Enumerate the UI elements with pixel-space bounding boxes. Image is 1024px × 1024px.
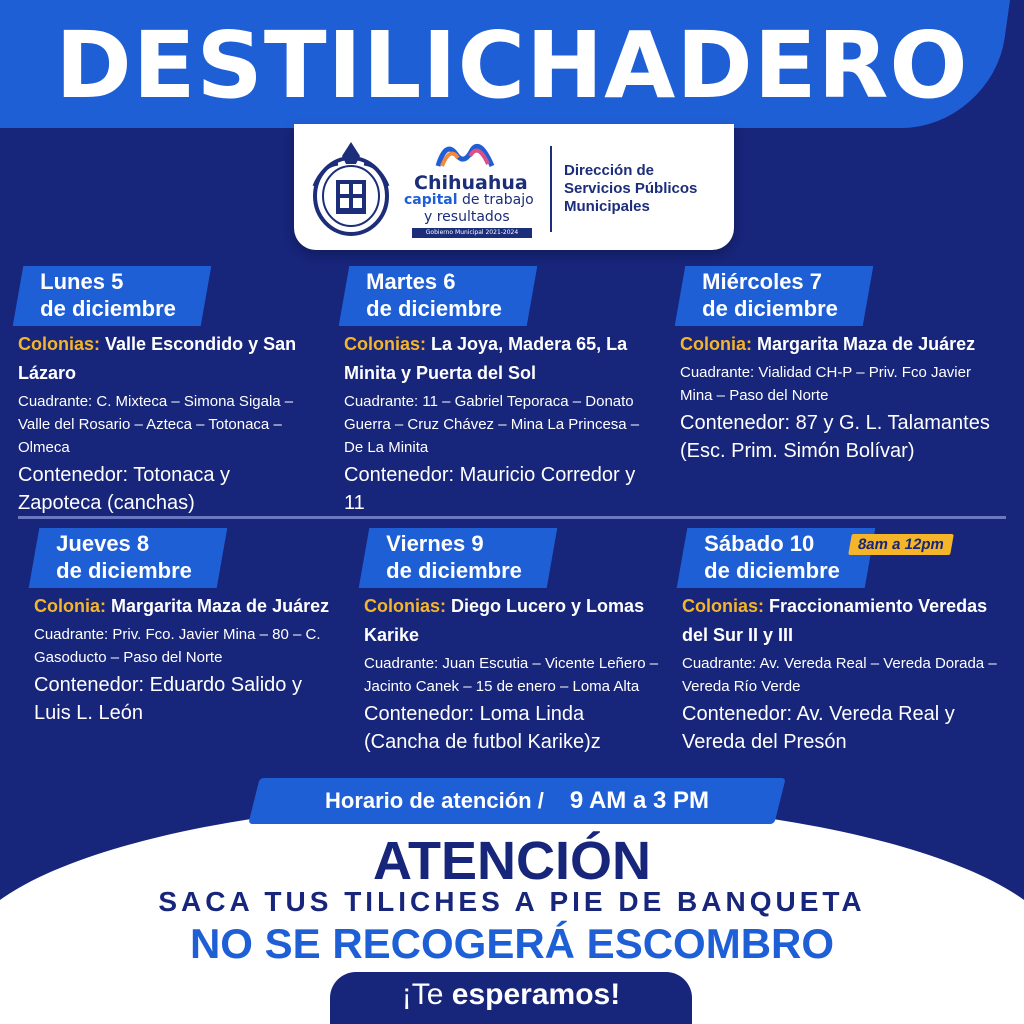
day-cuadrante: Cuadrante: Av. Vereda Real – Vereda Dorada – Vereda Río Verde	[682, 655, 997, 695]
horario-text	[254, 778, 780, 824]
day-block-lunes	[18, 266, 318, 517]
no-escombro-text: NO SE RECOGERÁ ESCOMBRO	[189, 920, 835, 967]
department-name: Dirección de Servicios Públicos Municipales	[564, 162, 698, 215]
coat-of-arms-icon	[308, 136, 394, 240]
day-contenedor: Contenedor: Loma Linda (Cancha de futbol Karike)z	[364, 703, 601, 753]
saca-text: SACA TUS TILICHES A PIE DE BANQUETA	[158, 886, 866, 917]
horario-hours: 9 AM a 3 PM	[569, 787, 709, 814]
brand-name: Chihuahua	[414, 172, 528, 194]
day-cuadrante: Cuadrante: Priv. Fco. Javier Mina – 80 – C. Gasoducto – Paso del Norte	[34, 626, 321, 666]
day-block-sabado	[682, 528, 1002, 756]
day-block-miercoles	[680, 266, 1000, 465]
day-header: Lunes 5 de diciembre	[13, 266, 211, 326]
time-badge: 8am a 12pm	[848, 534, 954, 555]
brand-slogan-line1: capital de trabajo	[404, 192, 534, 208]
day-block-viernes	[364, 528, 664, 756]
day-contenedor: Contenedor: Eduardo Salido y Luis L. León	[34, 674, 302, 724]
brand-tag: Gobierno Municipal 2021-2024	[412, 228, 532, 238]
day-header: Sábado 10 de diciembre	[677, 528, 875, 588]
brand-slogan-line2: y resultados	[424, 209, 510, 225]
day-header: Martes 6 de diciembre	[339, 266, 537, 326]
day-cuadrante: Cuadrante: Juan Escutia – Vicente Leñero – Jacinto Canek – 15 de enero – Loma Alta	[364, 655, 659, 695]
day-header: Miércoles 7 de diciembre	[675, 266, 873, 326]
page-title: DESTILICHADERO	[55, 12, 969, 119]
day-contenedor: Contenedor: Mauricio Corredor y 11	[344, 464, 636, 514]
day-colonias: Colonias: Valle Escondido y San Lázaro	[18, 334, 297, 383]
day-colonias: Colonias: La Joya, Madera 65, La Minita y Puerta del Sol	[344, 334, 628, 383]
day-block-jueves	[34, 528, 334, 727]
divider	[550, 146, 552, 232]
day-colonias: Colonias: Fraccionamiento Veredas del Sur II y III	[682, 596, 988, 645]
day-colonias: Colonias: Diego Lucero y Lomas Karike	[364, 596, 645, 645]
row-divider	[18, 516, 1006, 519]
day-header: Jueves 8 de diciembre	[29, 528, 227, 588]
brand-logo-icon	[434, 138, 496, 168]
day-colonias: Colonia: Margarita Maza de Juárez	[680, 334, 976, 354]
day-cuadrante: Cuadrante: C. Mixteca – Simona Sigala – Valle del Rosario – Azteca – Totonaca – Olmeca	[18, 393, 294, 456]
day-block-martes	[344, 266, 654, 517]
logo-card	[294, 124, 734, 250]
day-cuadrante: Cuadrante: 11 – Gabriel Teporaca – Donato Guerra – Cruz Chávez – Mina La Princesa – De La Minita	[344, 393, 640, 456]
day-colonias: Colonia: Margarita Maza de Juárez	[34, 596, 330, 616]
esperamos-text: ¡Te esperamos!	[401, 978, 621, 1011]
day-contenedor: Contenedor: Totonaca y Zapoteca (canchas)	[18, 464, 231, 514]
horario-label: Horario de atención /	[325, 788, 544, 813]
day-header: Viernes 9 de diciembre	[359, 528, 557, 588]
day-contenedor: Contenedor: Av. Vereda Real y Vereda del Presón	[682, 703, 955, 753]
atencion-heading: ATENCIÓN	[373, 831, 651, 891]
day-cuadrante: Cuadrante: Vialidad CH-P – Priv. Fco Javier Mina – Paso del Norte	[680, 364, 971, 404]
day-contenedor: Contenedor: 87 y G. L. Talamantes (Esc. Prim. Simón Bolívar)	[680, 412, 990, 462]
